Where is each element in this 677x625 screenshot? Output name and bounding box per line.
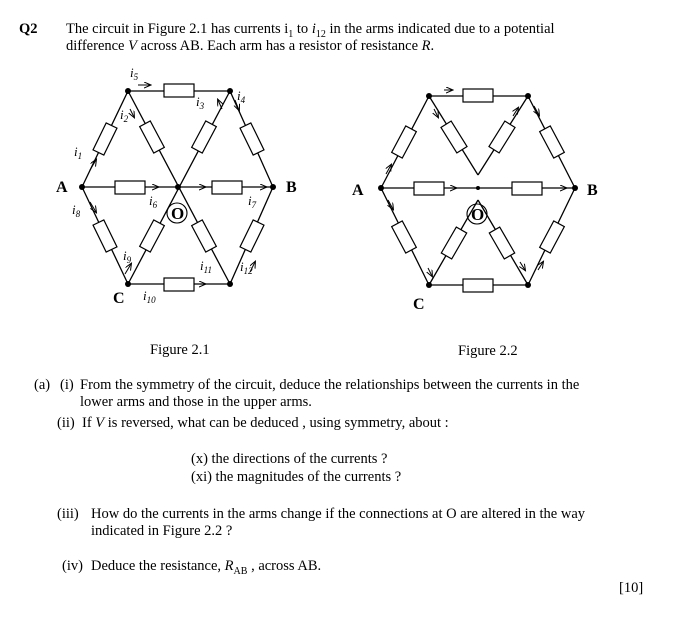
figure-2-1-caption: Figure 2.1 <box>150 342 210 358</box>
question-intro-line1: The circuit in Figure 2.1 has currents $i_1$ to $i_{12}$ in the arms indicated due to a potential <box>66 21 555 40</box>
fig2-node-O-label: O <box>471 205 485 224</box>
marks: [10] <box>619 580 644 596</box>
current-i3: $i_3$ <box>196 94 205 111</box>
part-x-item: (x) the directions of the currents ? <box>191 451 388 467</box>
part-ii-text: If V is reversed, what can be deduced , using symmetry, about : <box>82 415 449 431</box>
node-C-label: C <box>113 290 125 307</box>
current-i9: $i_9$ <box>123 248 132 265</box>
current-i10: $i_{10}$ <box>143 288 156 305</box>
part-iv-text: Deduce the resistance, $R_{AB}$ , across AB. <box>91 558 322 577</box>
current-i8: $i_8$ <box>72 202 81 219</box>
current-i4: $i_4$ <box>237 88 246 105</box>
fig2-node-B-label: B <box>587 182 598 199</box>
part-iii-label: (iii) <box>57 506 79 522</box>
figure-2-2-caption: Figure 2.2 <box>458 343 518 359</box>
question-intro-line2: difference V across AB. Each arm has a resistor of resistance R. <box>66 38 435 54</box>
current-i11: $i_{11}$ <box>200 258 212 275</box>
part-iii-text-line2: indicated in Figure 2.2 ? <box>91 523 233 539</box>
current-i6: $i_6$ <box>149 193 158 210</box>
part-i-label: (i) <box>60 377 74 393</box>
question-number: Q2 <box>19 21 38 37</box>
part-i-text-line1: From the symmetry of the circuit, deduce the relationships between the currents in the <box>80 377 580 393</box>
part-iii-text-line1: How do the currents in the arms change if the connections at O are altered in the way <box>91 506 586 522</box>
node-O-label: O <box>171 204 185 223</box>
current-i7: $i_7$ <box>248 193 257 210</box>
current-i12: $i_{12}$ <box>240 259 253 276</box>
part-iv-label: (iv) <box>62 558 83 574</box>
part-a-label: (a) <box>34 377 51 393</box>
node-A-label: A <box>56 179 68 196</box>
part-ii-label: (ii) <box>57 415 75 431</box>
current-i5: $i_5$ <box>130 65 139 82</box>
current-i2: $i_2$ <box>120 107 129 124</box>
node-B-label: B <box>286 179 297 196</box>
part-i-text-line2: lower arms and those in the upper arms. <box>80 394 312 410</box>
fig2-node-C-label: C <box>413 296 425 313</box>
fig2-node-A-label: A <box>352 182 364 199</box>
part-xi-item: (xi) the magnitudes of the currents ? <box>191 469 402 485</box>
current-i1: $i_1$ <box>74 144 83 161</box>
